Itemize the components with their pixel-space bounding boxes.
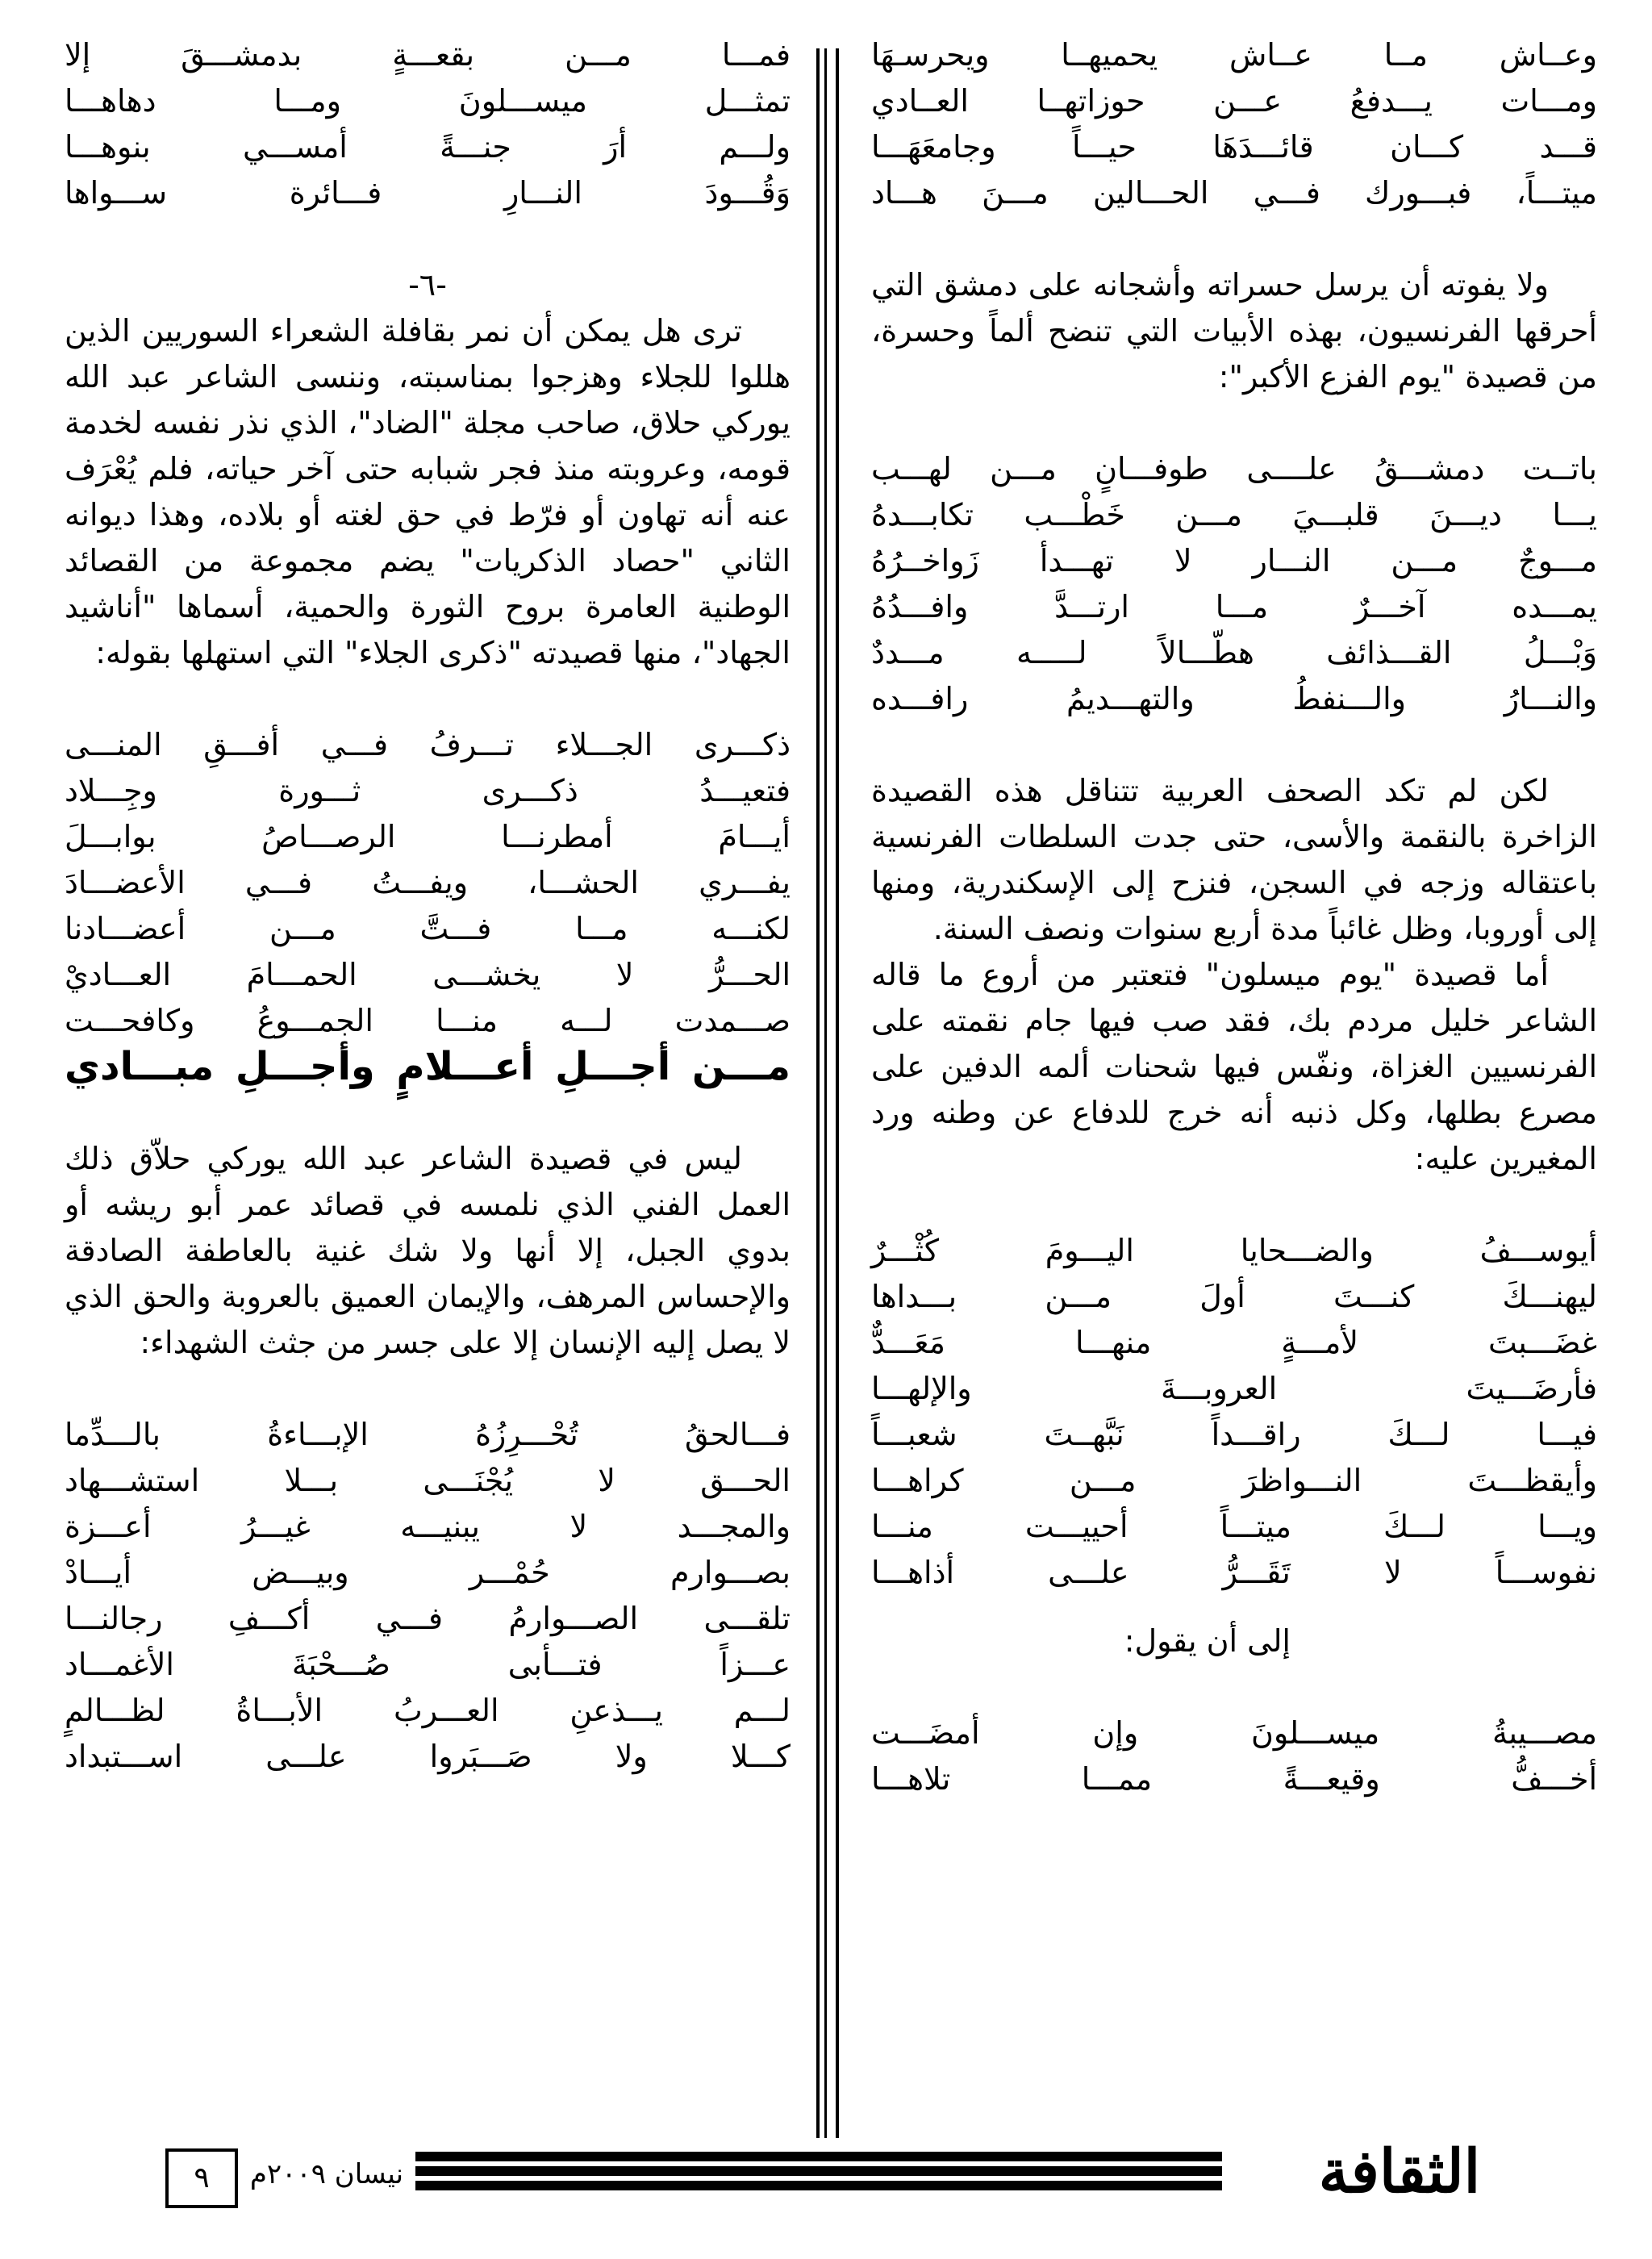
paragraph: لكن لم تكد الصحف العربية تتناقل هذه القصيدة الزاخرة بالنقمة والأسى، حتى جدت السلطات الفرنسية باعتقاله وزجه في السجن، فنزح إلى الإسكندرية، ومنها إلى أوروبا، وظل غائباً مدة أربع سنوات ونصف السنة. (871, 773, 1597, 946)
rule-line (415, 2152, 1222, 2161)
verse-block (65, 1412, 791, 1780)
verse-line: فأرضَـــيتَ العروبـــةَ والإلهـــا (871, 1371, 1597, 1406)
right-column (871, 32, 1597, 1802)
verse-line: الحـــق لا يُجْنَـــى بـــلا استشـــهاد (65, 1463, 791, 1498)
spacer (65, 1090, 791, 1136)
verse-line: عـــزاً فتـــأبى صُـــحْبَةَ الأغمـــاد (65, 1647, 791, 1682)
spacer (871, 1664, 1597, 1710)
column-divider (816, 48, 839, 2138)
spacer (871, 216, 1597, 262)
verse-line: لـــم يـــذعنِ العـــربُ الأبـــاةُ لظـــالمٍ (65, 1693, 791, 1728)
verse-line: فتعيـــدُ ذكـــرى ثـــورة وجِـــلاد (65, 773, 791, 808)
verse-line: غضَـــبتَ لأمـــةٍ منهـــا مَعَـــدٌّ (871, 1325, 1597, 1360)
verse-line: بصـــوارم حُمْـــر وبيـــض أيـــادْ (65, 1555, 791, 1590)
verse-line: قـــد كـــان قائـــدَهَا حيـــاً وجامعَهَـــا (871, 129, 1597, 165)
verse-line: مصـــيبةُ ميســـلونَ وإن أمضَـــت (871, 1715, 1597, 1751)
verse-line: ومـــات يـــدفعُ عـــن حوزاتهــا العــادي (871, 83, 1597, 119)
verse-line: نفوســـاً لا تَقَـــرُّ علـــى أذاهـــا (871, 1555, 1597, 1590)
spacer (871, 1596, 1597, 1618)
verse-line: كـــلا ولا صَـــبَروا علـــى اســـتبداد (65, 1739, 791, 1774)
verse-line: فيـــا لـــكَ راقـــداً نَبَّهــتَ شعبـــاً (871, 1417, 1597, 1452)
paragraph: أما قصيدة "يوم ميسلون" فتعتبر من أروع ما قاله الشاعر خليل مردم بك، فقد صب فيها جام نقمته على الفرنسيين الغزاة، ونفّس فيها شحنات ألمه الدفين على مصرع بطلها، وكل ذنبه أنه خرج للدفاع عن وطنه ورد المغيرين عليه: (871, 957, 1597, 1176)
verse-block (65, 32, 791, 216)
verse-line: لكنـــه مـــا فـــتَّ مـــن أعضـــادنا (65, 911, 791, 946)
page-number: ٩ (165, 2148, 238, 2208)
verse-block (871, 32, 1597, 216)
verse-line: والمجـــد لا يبنيـــه غيـــرُ أعـــزة (65, 1509, 791, 1544)
rule-line (415, 2181, 1222, 2190)
verse-line: أيـــامَ أمطرنـــا الرصـــاصُ بوابـــلَ (65, 819, 791, 854)
spacer (65, 216, 791, 262)
rule-line (415, 2166, 1222, 2176)
issue-date: نيسان ٢٠٠٩م (249, 2158, 404, 2190)
verse-line: فـــالحقُ تُحْـــرِزُهُ الإبـــاءةُ بالـــدِّما (65, 1417, 791, 1452)
verse-line: يمـــده آخـــرٌ مـــا ارتـــدَّ وافـــدُهُ (871, 589, 1597, 624)
page-footer (165, 2137, 1569, 2207)
verse-line: والنـــارُ والـــنفطُ والتهـــديمُ رافـــده (871, 681, 1597, 716)
footer-rule (415, 2152, 1222, 2195)
verse-line: صـــمدت لـــه منـــا الجمـــوعُ وكافحـــت (65, 1003, 791, 1038)
verse-block (65, 722, 791, 1090)
verse-line: وَقُـــودَ النـــارِ فـــائرة ســـواها (65, 175, 791, 211)
verse-line: الحـــرُّ لا يخشـــى الحمـــامَ العـــاديْ (65, 957, 791, 992)
verse-block (871, 446, 1597, 722)
verse-line: مـــوجٌ مـــن النـــار لا تهـــدأ زَواخــرُهُ (871, 543, 1597, 578)
verse-line: ويـــا لـــكَ ميتـــاً أحييـــت منـــا (871, 1509, 1597, 1544)
verse-line: ولـــم أرَ جنـــةً أمســـي بنوهـــا (65, 129, 791, 165)
spacer (871, 400, 1597, 446)
spacer (65, 1366, 791, 1412)
verse-line: تلقـــى الصـــوارمُ فـــي أكـــفِ رجالنـــا (65, 1601, 791, 1636)
verse-line: وأيقظـــتَ النـــواظرَ مـــن كراهـــا (871, 1463, 1597, 1498)
spacer (871, 1182, 1597, 1228)
left-column (65, 32, 791, 1780)
verse-line: وَبْـــلُ القـــذائف هطّـــالاً لـــــه مـــددٌ (871, 635, 1597, 670)
verse-line: يـــا ديـــنَ قلبـــيَ مـــن خَطْـــب تكابـــدهُ (871, 497, 1597, 532)
verse-line: ليهنـــكَ كنـــتَ أولَ مـــن بـــداها (871, 1279, 1597, 1314)
paragraph: ترى هل يمكن أن نمر بقافلة الشعراء السوريين الذين هللوا للجلاء وهزجوا بمناسبته، وننسى الشاعر عبد الله يوركي حلاق، صاحب مجلة "الضاد"، الذي نذر نفسه لخدمة قومه، وعروبته منذ فجر شبابه حتى آخر حياته، فلم يُعْرَف عنه أنه تهاون أو فرّط في حق لغته أو بلاده، وهذا ديوانه الثاني "حصاد الذكريات" يضم مجموعة من القصائد الوطنية العامرة بروح الثورة والحمية، أسماها "أناشيد الجهاد"، منها قصيدته "ذكرى الجلاء" التي استهلها بقوله: (65, 313, 791, 670)
verse-line: وعــاش مــا عــاش يحميهــا ويحرسـهَا (871, 37, 1597, 73)
paragraph: ليس في قصيدة الشاعر عبد الله يوركي حلاّق ذلك العمل الفني الذي نلمسه في قصائد عمر أبو ريشه أو بدوي الجبل، إلا أنها ولا شك غنية بالعاطفة الصادقة والإحساس المرهف، والإيمان العميق بالعروبة والحق الذي لا يصل إليه الإنسان إلا على جسر من جثث الشهداء: (65, 1141, 791, 1360)
section-number: -٦- (408, 267, 447, 303)
verse-line: فمـــا مـــن بقعـــةٍ بدمشـــقَ إلا (65, 37, 791, 73)
magazine-logo: الثقافة (1318, 2137, 1481, 2207)
spacer (65, 676, 791, 722)
verse-line: ميتـــاً، فبـــورك فـــي الحـــالين مـــنَ هـــاد (871, 175, 1597, 211)
verse-line: تمثـــل ميســـلونَ ومـــا دهاهـــا (65, 83, 791, 119)
lead-in: إلى أن يقول: (1124, 1623, 1291, 1659)
paragraph: ولا يفوته أن يرسل حسراته وأشجانه على دمشق التي أحرقها الفرنسيون، بهذه الأبيات التي تنضح ألماً وحسرة، من قصيدة "يوم الفزع الأكبر": (871, 267, 1597, 395)
verse-line: يفـــري الحشـــا، ويفـــتُ فـــي الأعضـــادَ (65, 865, 791, 900)
verse-line: باتــت دمشـــقُ علــــى طوفـــانٍ مـــن لهـــب (871, 451, 1597, 486)
verse-block (871, 1710, 1597, 1802)
spacer (871, 722, 1597, 768)
verse-line: أخـــفُّ وقيعـــةً ممـــا تلاهـــا (871, 1761, 1597, 1797)
verse-line: أيوســـفُ والضـــحايا اليـــومَ كُثْـــرٌ (871, 1233, 1597, 1268)
verse-block (871, 1228, 1597, 1596)
verse-line-emphasized: مـــن أجـــلِ أعـــلامٍ وأجـــلِ مبـــادي (65, 1044, 791, 1089)
verse-line: ذكـــرى الجـــلاء تـــرفُ فـــي أفـــقِ المنـــى (65, 727, 791, 762)
